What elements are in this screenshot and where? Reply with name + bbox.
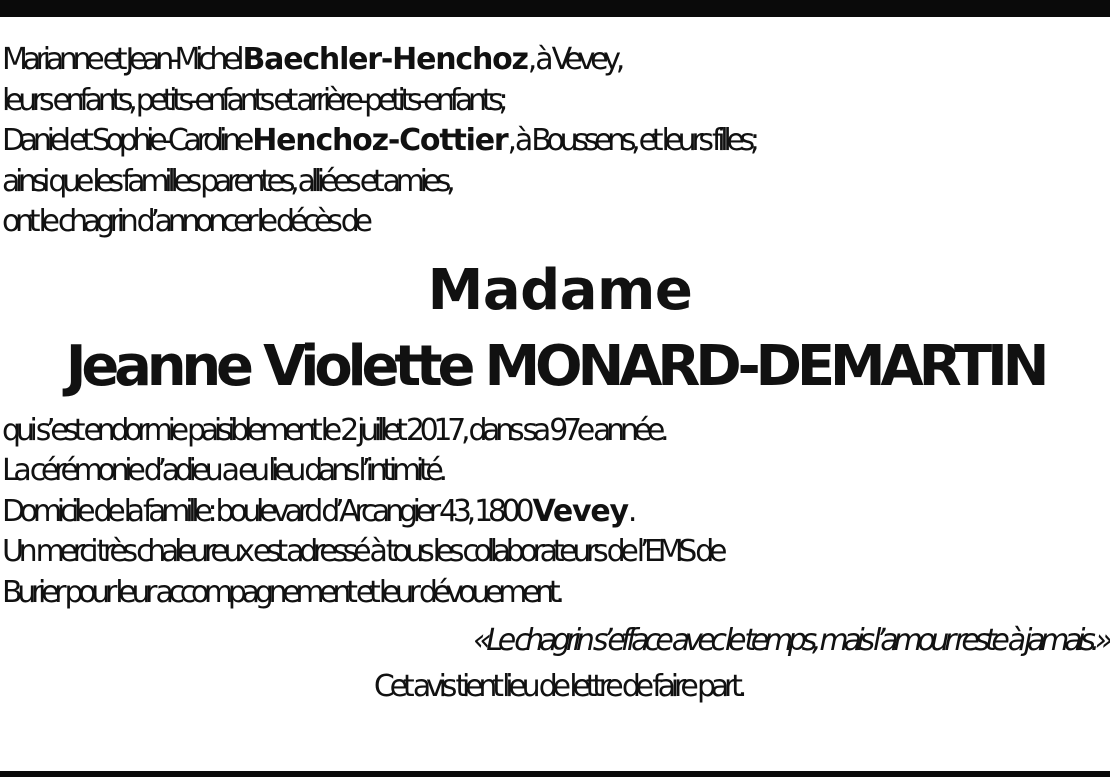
details-line-2: La cérémonie d’adieu a eu lieu dans l’intimité. (2, 453, 443, 488)
family-surname-henchoz-cottier: Henchoz-Cottier (252, 123, 508, 158)
notice-details (2, 411, 1108, 614)
memorial-quote: «Le chagrin s’efface avec le temps, mais l’amour reste à jamais.» (473, 623, 1108, 658)
family-line-3: Daniel et Sophie-Caroline Henchoz-Cottier, à Boussens, et leurs filles; (2, 123, 755, 158)
death-notice (2, 40, 1108, 707)
deceased-name: Jeanne Violette MONARD-DEMARTIN (65, 333, 1045, 399)
details-line-4: Un merci très chaleureux est adressé à tous les collaborateurs de l’EMS de (2, 534, 723, 569)
family-line-2: leurs enfants, petits-enfants et arrière-petits-enfants; (2, 82, 504, 118)
details-line-5: Burier pour leur accompagnement et leur dévouement. (2, 574, 560, 610)
family-line-5: ont le chagrin d’annoncer le décès de (2, 204, 368, 239)
family-line-4: ainsi que les familles parentes, alliées et amies, (2, 163, 451, 199)
top-border-rule (0, 0, 1110, 17)
domicile-city: Vevey (532, 493, 628, 529)
bottom-border-rule (0, 771, 1110, 777)
details-line-1: qui s’est endormie paisiblement le 2 juillet 2017, dans sa 97e année. (2, 412, 665, 448)
details-line-3: Domicile de la famille: boulevard d’Arcangier 43, 1800 Vevey. (2, 493, 633, 529)
deceased-honorific: Madame (427, 257, 693, 323)
family-line-1: Marianne et Jean-Michel Baechler-Henchoz, à Vevey, (2, 42, 620, 77)
family-surname-baechler-henchoz: Baechler-Henchoz (242, 42, 528, 77)
family-announcement (2, 40, 1108, 243)
closing-statement: Cet avis tient lieu de lettre de faire part. (373, 669, 743, 704)
